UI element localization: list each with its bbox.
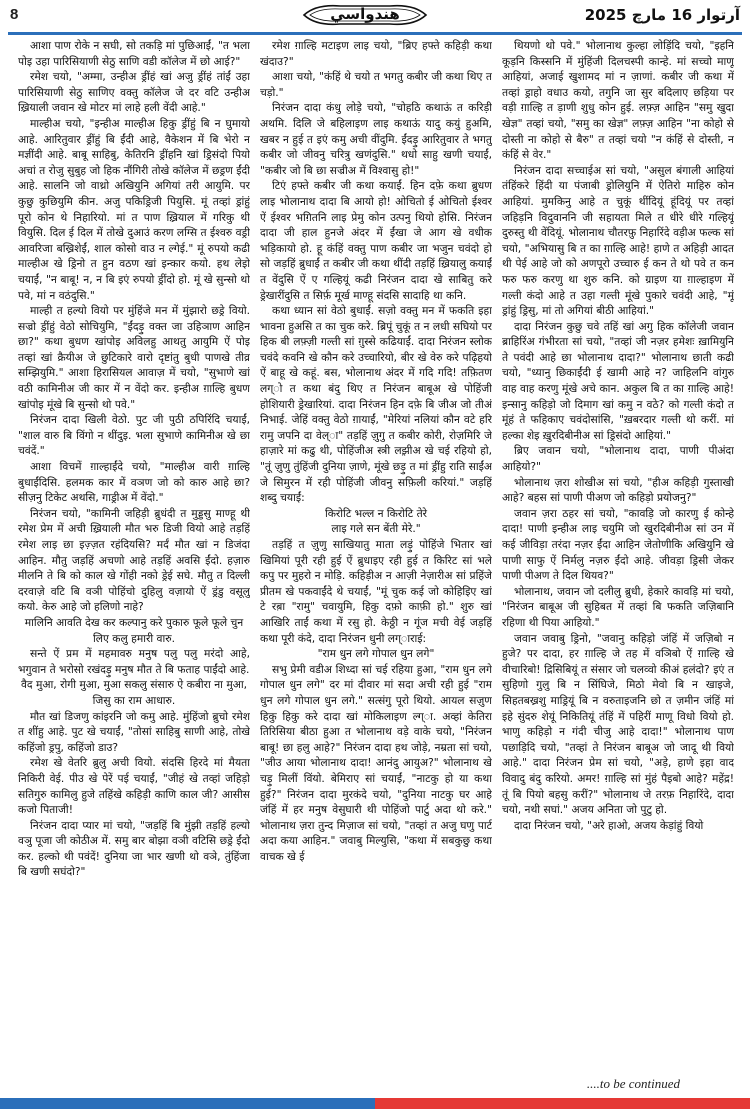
issue-date: آرتوار 16 مارچ 2025 [584, 6, 740, 24]
article-paragraph: सन्ते ऐं प्रम में महमावरु मनुष पलु पलु मरंदो आहे, भगुवान ते भरोसो रखंदड़ु मनुष मौत ते बि फताह पाईंदो आहे. [18, 647, 250, 676]
article-paragraph: सभु प्रेमी वडीअ शिध्दा सां चई रहिया हुआ, "राम धुन लगे गोपाल धुन लगे" दर मां दीवार मां सदा अची रही हुई "राम धुन लगे गोपाल धुन लगे." सत्संगु पूरो थियो. आयल सज़ुण हिकु हिकु करे दादा खां मोकिलाइण ल्ग्ा. अव्हां केतिरा तिरिसिया बीठा हुआ त भोलानाथ वड़े वाके चयो, "निरंजन बाबू! छा हलु आहे?" निरंजन दादा हथ जोड़े, नम्रता सां चयो, "जीउ आया भोलानाथ दादा! आनंदु आयुअ?" भोलानाथ खे चड़ु मिलीं विंयो. बेमिराए सां चयाईं, "नाटकु हो या कथा हुई?" निरंजन दादा मुरकंदे चयो, "दुनिया नाटकु घर आहे जंहिं में हर मनुष वेसुघारी थी पोहिंजो पार्टु अदा थो करे." भोलानाथ ज़रा तुन्द मिज़ाज सां चयो, "तव्हां त अजु घणु पार्ट अदा कया आहिन." जवाबु मिल्युसि, "कथा में सबकुछु कथा वाचक खे ई [260, 662, 492, 863]
article-paragraph: भोलानाथ ज़रा शोखीअ सां चयो, "हीअ कहिड़ी गुस्ताखी आहे? बहस सां पाणी पीअण जो कहिड़ो प्रयोजनु?" [502, 475, 734, 505]
article-paragraph: तड़हिं त ज़ुणु साखियातु माता लड़ुं पोहिंजे भितार खां खिमियां पूरी रही हुई ऐं ब्रुधाइए रही हुई त किरिट सां भले कपु पर मुहरो न मोड़ि. कहिड़ीअ न आज़ी नेज़ारीअ सां प्रहिंजे प्रीतम खे पकवाईंदे थे चयाईं, "मूं चुक कई जो कोहिइिए खां टे रब़ा "रामु" चवायुमि, हिकु दफ़ो काफ़ी हो." शुरु खां आखिरि ताईं कथा में रसु हो. केठ्ठी न गूंज मची वेई जड़हिं कथा पूरी कंदे, दादा निरंजन धुनी लग्ाराई: [260, 538, 492, 645]
continued-label: ....to be continued [586, 1076, 680, 1091]
page-footer-bar [0, 1094, 750, 1109]
article-paragraph: जवान ज़रा ठहर सां चयो, "कावड़ि जो कारणु ई कोन्हे दादा! पाणी इन्हीअ लाइ चयुमि जो खुरदिबीनीअ सां उन में कई जीविड़ा तरंदा नज़र ईंदा आहिन जेतोणीकि अखियुनि खे पाणी साफु ऐं निर्मलु नज़रु ईंदो आहे. जीवड़ा ड्रिसी जेकर पाणी पीअण ते दिल थियव?" [502, 506, 734, 583]
article-paragraph: जवान जवाबु ड्रिनो, "जवानु कहिड़ो जंहिं में जज़िबो न हुजे? पर दादा, हर ग़ाल्हि जे तह में वञिबो ऐं ग़ाल्हि खे वीचारिबो! द्रिसिबियूं त संसार जो चलव्वो कीअं हलंदो? इएं त सुहिणो गुलु बि न सिंघिजे, मिठो मेवो बि न खाइजे, सिहतबख्रशु माड्रियूं बि न वरुताइजनि छो त ज़मीन जंहिं मां इहे सुंदरु शेयूं निकितियूं तंहिं में पहिरीं माणू विधो वियो हो. भाणु कहिड़ो न गंदी चीजु आहे दादा!" भोलानाथ पाण पछाड़िदि चयो, "तव्हां ते निरंजन बाबूअ जो जादू थी वियो आहे." दादा निरंजन प्रेम सां चयो, "अड़े, हाणे इहा वाद विवादु बंदु करियो. अमर! ग़ाल्हि सां मुंहं पैइबो आहे? महेंद्र! तूं बि पियो बहसु करीं?" भोलानाथ जे तरफ़ निहारिंदे, दादा चयो, नथी सघां." अजय अनिता जो पुटु हो. [502, 631, 734, 817]
article-paragraph: आशा चयो, "कंहिं थे चयो त भगतु कबीर जी कथा थिए त चड़ो." [260, 70, 492, 99]
article-paragraph: थियणो थो पवे." भोलानाथ कुल्हा लोड़िंदि चयो, "इहनि कूड़नि किस्सनि में मुंहिंजी दिलचस्पी कान्हे. मां सच्चो माणू आहियां, अजाई खुशामद मां न ज़ाणां. कबीर जी कथा में तव्हां ड्राहो वधाउ कयो, तगुनि जा सुर बदिलाए छड़िया पर वड़ी ग़ाल्हि त ड़ाणी शुधु कोन हुई. लफ़्ज़ आहिन "समु खुदा खेज्ञ" तव्हां चयो, "समु का खेज्ञ" लफ़्ज़ आहिन "ना कोहो से दोस्ती ना कोहो से बैरु" त तव्हां चयो "न कंहिं से दोस्ती, न कंहिं से वेर." [502, 39, 734, 162]
article-paragraph: माल्ही त हल्यो वियो पर मुंहिंजे मन में मुंझारो छड्रे वियो. सज्रो ड्रींहुं वेठो सोचियुमि, "ईंदड़ु वक्त जा उहिञाण आहिन छा?" कथा बुधण खांपोइ अविलहु आथतु आयुमि ऐं पोइ तव्हां खां क्रैयीअ जे छुटिकारे वारो दृष्टांतु बुधी पाणखे तीव्र सम्झियुमि." आशा हिरासियल आवाज़ में चयो, "सुभाणे खां वठी कामिनीअ जी कार में न वेंदो कर. इन्हीअ ग़ाल्हि बुधण खांपोइ मूंखे बि सुन्सो थो पवे." [18, 304, 250, 411]
article-column-2 [260, 38, 492, 1068]
article-paragraph: रमेश ग़ाल्हि मटाइण लाइ चयो, "ब्रिए हफ्ते कहिड़ी कथा खंदाउ?" [260, 39, 492, 68]
article-paragraph: निरंजन दादा प्यार मां चयो, "जड़हिं बि मुंझी तड़हिं हल्यो वञु पूजा जी कोठीअ में. समु बार बोझा वञी वटिसि छड्रे ईंदो कर. हल्को थी पवंदें! दुनिया जा भार खणी थो वञे, तुंहिंजा बि खणी सघंदो?" [18, 818, 250, 879]
article-paragraph: ब्रिए जवान चयो, "भोलानाथ दादा, पाणी पीअंदा आहियो?" [502, 444, 734, 474]
article-paragraph: दादा निरंजन कुछु चवे तहिं खां अगु हिक कॉलेजी जवान ब्राहिरिंअ गंभीरता सां चयो, "तव्हां जी नज़र हमेशः ख़ामियुनि ते पवंदी आहे छा भोलानाथ दादा?" भोलानाथ छाती कढी चयो, "ध्यानु छिकाईंदी ई खामी आहे न? जाहिलनि वांगुरु वाह वाह करणु मूंखे अचे कान. अकुल बि त का ग़ाल्हि आहे! इन्सानु कहिड़ो जो दिमाग खां कमु न वठे? को गल्ती कंदो त मूंहं ते फहिकाए चवंदोसांसि, "ख़बरदार गल्ती थो करीं. मां हल्का शेइ ख़ुरदिबीनीअ सां ड्रिसंदो आहियां." [502, 319, 734, 442]
article-paragraph: कथा ध्यान सां वेठो बुधाईं. सज़ो वक्तु मन में फकति इहा भावना हुअसि त का चुक करे. ब्रिपूं चुकूं त न लधी सघियो पर हिक बी लफ़्ज़ी गल्ती सां ग़ुस्से कढियाईं. दादा निरंजन स्लोक चवंदे कवनि खे कौन करे उच्चारियो, बीर खे वेरु करे पढ़िहयो ऐं बाहू खे कहूं. बस, भोलानाथ अंदर में गदि गदि! तफ़ितण लग्ो त कथा बंदु थिए त निरंजन बाबूअ खे पोहिंजी होशियारी ड्रेखारियां. दादा निरंजन हिन दफ़े बि जीअ जो तीअं निभाई. जेहिं वक्तु वेठो ग़ायाईं, "मेरियां नलियां कौन वटे हरि रामु जपनि दा वेल्ा" तड़हिं ज़ुगु त कबीर कोरी, रोज़मिरि जे हाज़ारे मां कढु थी, पोहिंजीअ स्त्री लझ़ीअ खे चई रहियो हो, "तूं ज़ुणु तुंहिंजी दुनिया ज़ाणे, मूंखे छड़ु त मां ड्रींहु राति साईंअ जे सिमुरन में रही पोहिंजी जीवनु सफ़िली करियां." जड़हिं शब्दु चयाईं: [260, 304, 492, 505]
article-paragraph: मालिनि आवति देख कर कल्पानु करे पुकारु फूले फूले चुन लिए कलु हमारी वारु. [24, 615, 244, 645]
article-paragraph: निरंजन चयो, "कामिनी जहिड़ी ब्रुधंदी त मुड्डसु माण्हू थी रमेश प्रेम में अची ख़्रियाली मौत भरु डिजी वियो आहे तड़हिं रमेश लाइ छा इज़्ज़त रहंदियसि? मर्दं मौत खां न डिजंदा आहिन. मौतु जड़हिं अचणो आहे तड़हिं अवसि ईंदो. हज़ारु मीलनि ते बि को काल खे गोंही नको ड्रेई सघे. मौतु त दिल्ली दरवाज़े वटि बि वञी पोहिंचो दुहिलु वज़ायो ऐं ड्रंडु वसूलु कयो. केरु आहे जो हलिणो नाहे? [18, 506, 250, 614]
article-paragraph: टिएं हफ्ते कबीर जी कथा कयाईं. हिन दफ़े कथा ब्रुधण लाइ भोलानाथ दादा बि आयो हो! ओचितो ई ओचितो ईश्वर ऐं ईश्वर भग़ितनि लाइ प्रेमु कोन उत्पनु थियो होसि. निरंजन दादा जी हाल हुनजे अंदर में ईंखा जे आग खे वधीक भड़िकायो हो. हू कंहिं वक्तु पाण कबीर जा भजुन चवंदो हो सो जड़हिं ब्रुधाईं त कबीर जी कथा थींदी तड़हिं ख़्रियालु कयाईं त वेंदुसि ऐं ए गल्हियूं कढी निरंजन दादा खे साबितु करे ड्रेखारींदुसि त सिर्फ़ मूर्ख माण्हू संदसि सादाहि था कनि. [260, 179, 492, 302]
page-number: 8 [10, 6, 19, 23]
article-paragraph: निरंजन दादा खिली वेठो. पुट जी पुठी ठपिरिंदि चयाईं, "शाल वारु बि विंगो न थींदुइ. भला सुभाणे कामिनीअ खे छा चवंदें." [18, 413, 250, 458]
article-paragraph: माल्हीअ चयो, "इन्हीअ माल्हीअ हिकु ड्रींहुं बि न घुमायो आहे. आरितुवार ड्रींहुं बि ईंदी आहे, वैकेशन में बि भेरो न मज्ञींदी आहे. बाबू साहिबु, केतिरनि ड्रींहनि खां ड्रिसंदो पियो अचां त रोजु सुबुह जो हिक नौंगिरी तोखे कॉलेज में छड्रण ईंदी आहे. सालनि जो वाथ्रो अखियुनि अगियां तरी आयुमि. पर कुछु कुछियुमि कीन. अजु पकिड्रिजी पियुसि. मूं तव्हां ड्रांहुं पूरो कोन थे निहारियो. मां त पाण ख़्रियाल में गरिकु थी वियुसि. दिल ई दिल में तोखे दुआउं करण लग्सि त ईश्वरु वड्री आवरिजा बख्रिशेईं, शाल कोसो वाउ न ल्गेई." मूं रुपयो कढी माल्हीअ खे ड्रिनो त हुन वठण खां इन्कार कयो. हथ लेइो चयाईं, "न बाबू! न, न बि इएं रुपयो ड्रींदो हो. मूं खे सुन्सो थो पवे, मां न वठंदुसि." [18, 116, 250, 302]
article-paragraph: दादा निरंजन चयो, "अरे हाओ, अजय केड़ांहुं वियो [514, 818, 704, 832]
article-paragraph: किरोटि भल्ल न किरोटि तेरे [324, 506, 428, 520]
article-paragraph: आशा विचमें ग़ाल्हाईंदे चयो, "माल्हीअ वारी ग़ाल्हि बुधाईंदिसि. हलमक कार में वञण जो को कारु आहे छा? सीज़नु टिकेट अथसि, गाड्रीअ में वेंदो." [18, 460, 250, 505]
article-paragraph: निरंजन दादा सच्चाईअ सां चयो, "असुल बंगाली आहियां तंहिंकरे हिंदी या पंजाबी ड्रोलियुनि में ऐतिरो माहिरु कोन आहियां. मुमकिनु आहे त चुकूं थींदियूं हूंदियूं पर तव्हां जहिड़नि विदुवाननि जी सहायता मिले त धीरे धीरे गल्हियूं दुरुस्तु थी वेंदियूं. भोलानाथ चौतरफ़ु निहारिंदे वड़ीअ फल्क सां चयो, "अभियासु बि त का ग़ाल्हि आहे! हाणे त अहिड़ी आदत थी पेई आहे जो को अणपूरो उच्चारु ई कन ते थो पवे त कन फरु फरु करणु था शुरु कनि. को ग्राइण या ग़ाल्हाइण में गल्ती कंदो आहे त उहा गल्ती मूंखे पुकारे चवंदी आहे, "मूं ड्रांहुं ड्रिसु, मां तो अगियां बीठी आहियां." [502, 163, 734, 318]
article-paragraph: निरंजन दादा कंधु लोड़े चयो, "चोहठि कथाऊं त करिड़ी अथमि. दिलि जे बहिलाइण लाइ कथाऊं यादु कयुं हुअमि, खबर न हुई त इएं कमु अची वींदुमि. ईंदड़ु आरितुवार ते भगतु कबीर जो जीवनु चरित्रु खणंदुसि." थधो साहु खणी चयाईं, "कबीर जो बि छा सज्रीअ में विश्वासु हो!" [260, 101, 492, 177]
header-rule [8, 32, 742, 35]
article-paragraph: वैद मुआ, रोगी मुआ, मुआ सकलु संसारु ऐ कबीरा ना मुआ, जिसु का राम आधारु. [20, 678, 248, 707]
article-paragraph: रमेश चयो, "अम्मा, उन्हीअ ड्रींहं खां अजु ड्रींहं तांईं उहा पारिसियाणी सेठु साणिए वक्तु कॉलेज जे दर वटि उन्हीअ ख़्रियाली जवान खे मोटर मां लाहे हली वेंदी आहे." [18, 70, 250, 115]
article-paragraph: आशा पाण रोके न सघी, सो तकड़ि मां पुछिआईं, "त भला पोइ उहा पारिसियाणी सेठु साणि वडी कॉलेज में छो आई?" [18, 39, 250, 68]
masthead-title: هندواسي [330, 5, 400, 23]
footer-bar-blue [0, 1098, 375, 1109]
article-column-1 [18, 38, 250, 1068]
masthead-logo [300, 2, 430, 28]
page-header [0, 0, 750, 34]
article-paragraph: भोलानाथ, जवान जो दलीलु ब्रुधी, हेकारे कावड़ि मां चयो, "निरंजन बाबूअ जी सुहिबत में तव्हां बि फकति जज़िबानि रहिणा थी पिया आहियो." [502, 584, 734, 629]
article-column-3 [502, 38, 734, 1068]
footer-bar-red [375, 1098, 750, 1109]
article-columns [18, 38, 734, 1068]
article-paragraph: मौत खां डिजणु कांइरनि जो कमु आहे. मुंहिंजो ब्रुचो रमेश त शींहु आहे. पुट खे चयाईं, "तोसां साहिबु साणी आहे, तोखे कहिंजो ड्रपु, कहिंजो डाउ? [18, 709, 250, 754]
article-paragraph: लाइ गले सन बेंती मेरे." [331, 522, 421, 536]
article-paragraph: रमेश खे वेतरि ब्रुलु अची वियो. संदसि हिरदे मां मैयता निकिरी वेई. पीउ खे पेरें पई चयाईं, "जीहं खे तव्हां जहिड़ो सतिगुरु कामिलु हुजे तहिंखे कहिड़ी काणि काल जी? आसीस कजो पिताजी! [18, 756, 250, 817]
article-paragraph: "राम धुन लगे गोपाल धुन लगे" [317, 647, 435, 661]
